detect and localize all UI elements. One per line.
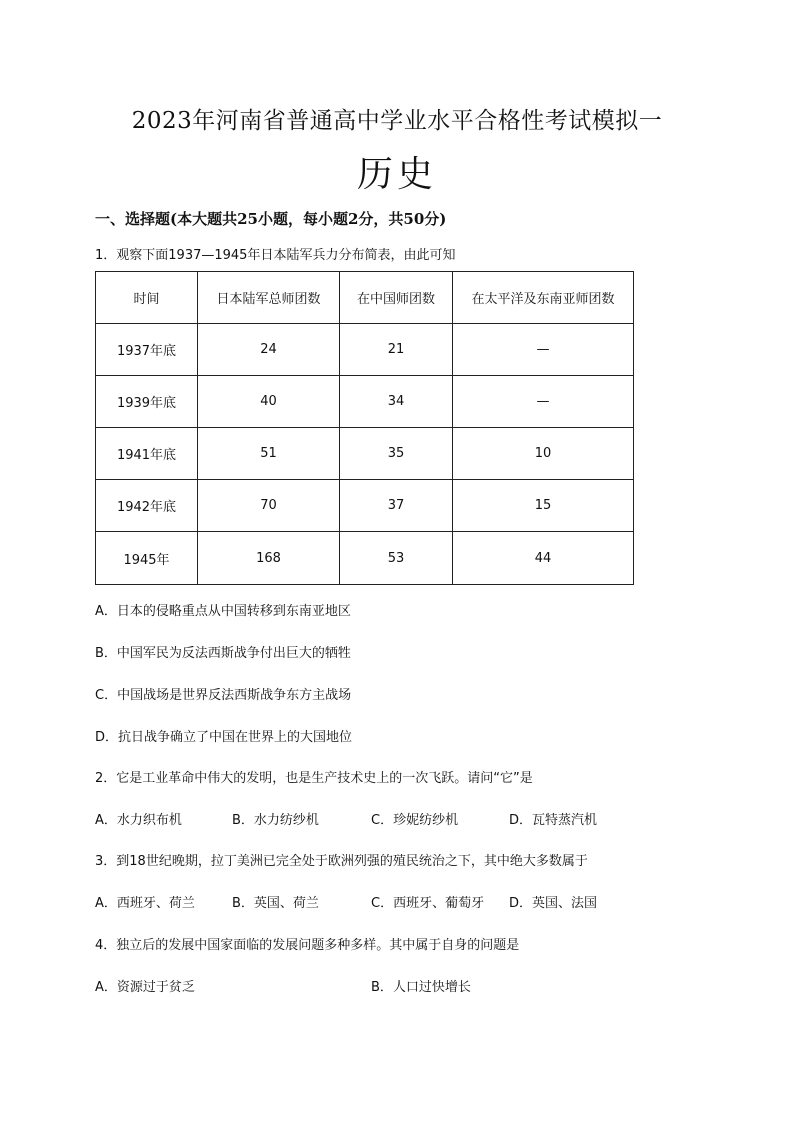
table-cell: 21 (340, 324, 453, 376)
question-1-option-b: B．中国军民为反法西斯战争付出巨大的牺牲 (95, 646, 351, 661)
question-3-stem: 3．到18世纪晚期，拉丁美洲已完全处于欧洲列强的殖民统治之下，其中绝大多数属于 (95, 854, 588, 869)
question-4-option-a: A．资源过于贫乏 (95, 980, 195, 995)
table-cell: 1939年底 (96, 376, 198, 428)
table-cell: 1941年底 (96, 428, 198, 480)
question-4-option-b: B．人口过快增长 (371, 980, 471, 995)
table-cell: 37 (340, 480, 453, 532)
table-cell: 51 (198, 428, 340, 480)
table-cell: 24 (198, 324, 340, 376)
question-2-stem: 2．它是工业革命中伟大的发明，也是生产技术史上的一次飞跃。请问“它”是 (95, 771, 533, 786)
table-header-cell: 时间 (96, 272, 198, 324)
table-cell: 34 (340, 376, 453, 428)
table-cell: 40 (198, 376, 340, 428)
table-row (96, 376, 634, 428)
table-cell: 1937年底 (96, 324, 198, 376)
table-header-row (96, 272, 634, 324)
table-cell: 1945年 (96, 532, 198, 585)
table-cell: 168 (198, 532, 340, 585)
question-2-option-d: D．瓦特蒸汽机 (509, 813, 598, 828)
table-header-cell: 在太平洋及东南亚师团数 (453, 272, 634, 324)
table-row (96, 532, 634, 585)
question-2-option-c: C．珍妮纺纱机 (371, 813, 459, 828)
troop-distribution-table (95, 271, 634, 585)
table-cell: 70 (198, 480, 340, 532)
question-3-option-c: C．西班牙、葡萄牙 (371, 896, 485, 911)
question-1-option-c: C．中国战场是世界反法西斯战争东方主战场 (95, 688, 352, 703)
question-1-option-d: D．抗日战争确立了中国在世界上的大国地位 (95, 730, 353, 745)
table-row (96, 428, 634, 480)
subject-title: 历史 (356, 154, 437, 195)
question-3-option-b: B．英国、荷兰 (232, 896, 319, 911)
table-cell: 44 (453, 532, 634, 585)
table-cell: 10 (453, 428, 634, 480)
question-1-stem: 1．观察下面1937—1945年日本陆军兵力分布简表，由此可知 (95, 248, 456, 263)
table-cell: 35 (340, 428, 453, 480)
question-2-option-a: A．水力织布机 (95, 813, 182, 828)
table-cell: 1942年底 (96, 480, 198, 532)
table-header-cell: 日本陆军总师团数 (198, 272, 340, 324)
exam-title: 2023年河南省普通高中学业水平合格性考试模拟一 (131, 108, 663, 134)
question-2-option-b: B．水力纺纱机 (232, 813, 319, 828)
table-cell: 53 (340, 532, 453, 585)
table-cell: — (453, 376, 634, 428)
table-cell: — (453, 324, 634, 376)
table-cell: 15 (453, 480, 634, 532)
table-row (96, 480, 634, 532)
question-1-option-a: A．日本的侵略重点从中国转移到东南亚地区 (95, 604, 351, 619)
question-3-option-d: D．英国、法国 (509, 896, 598, 911)
table-header-cell: 在中国师团数 (340, 272, 453, 324)
table-row (96, 324, 634, 376)
question-4-stem: 4．独立后的发展中国家面临的发展问题多种多样。其中属于自身的问题是 (95, 938, 520, 953)
section-heading: 一、选择题(本大题共25小题，每小题2分，共50分) (95, 210, 447, 228)
question-3-option-a: A．西班牙、荷兰 (95, 896, 195, 911)
